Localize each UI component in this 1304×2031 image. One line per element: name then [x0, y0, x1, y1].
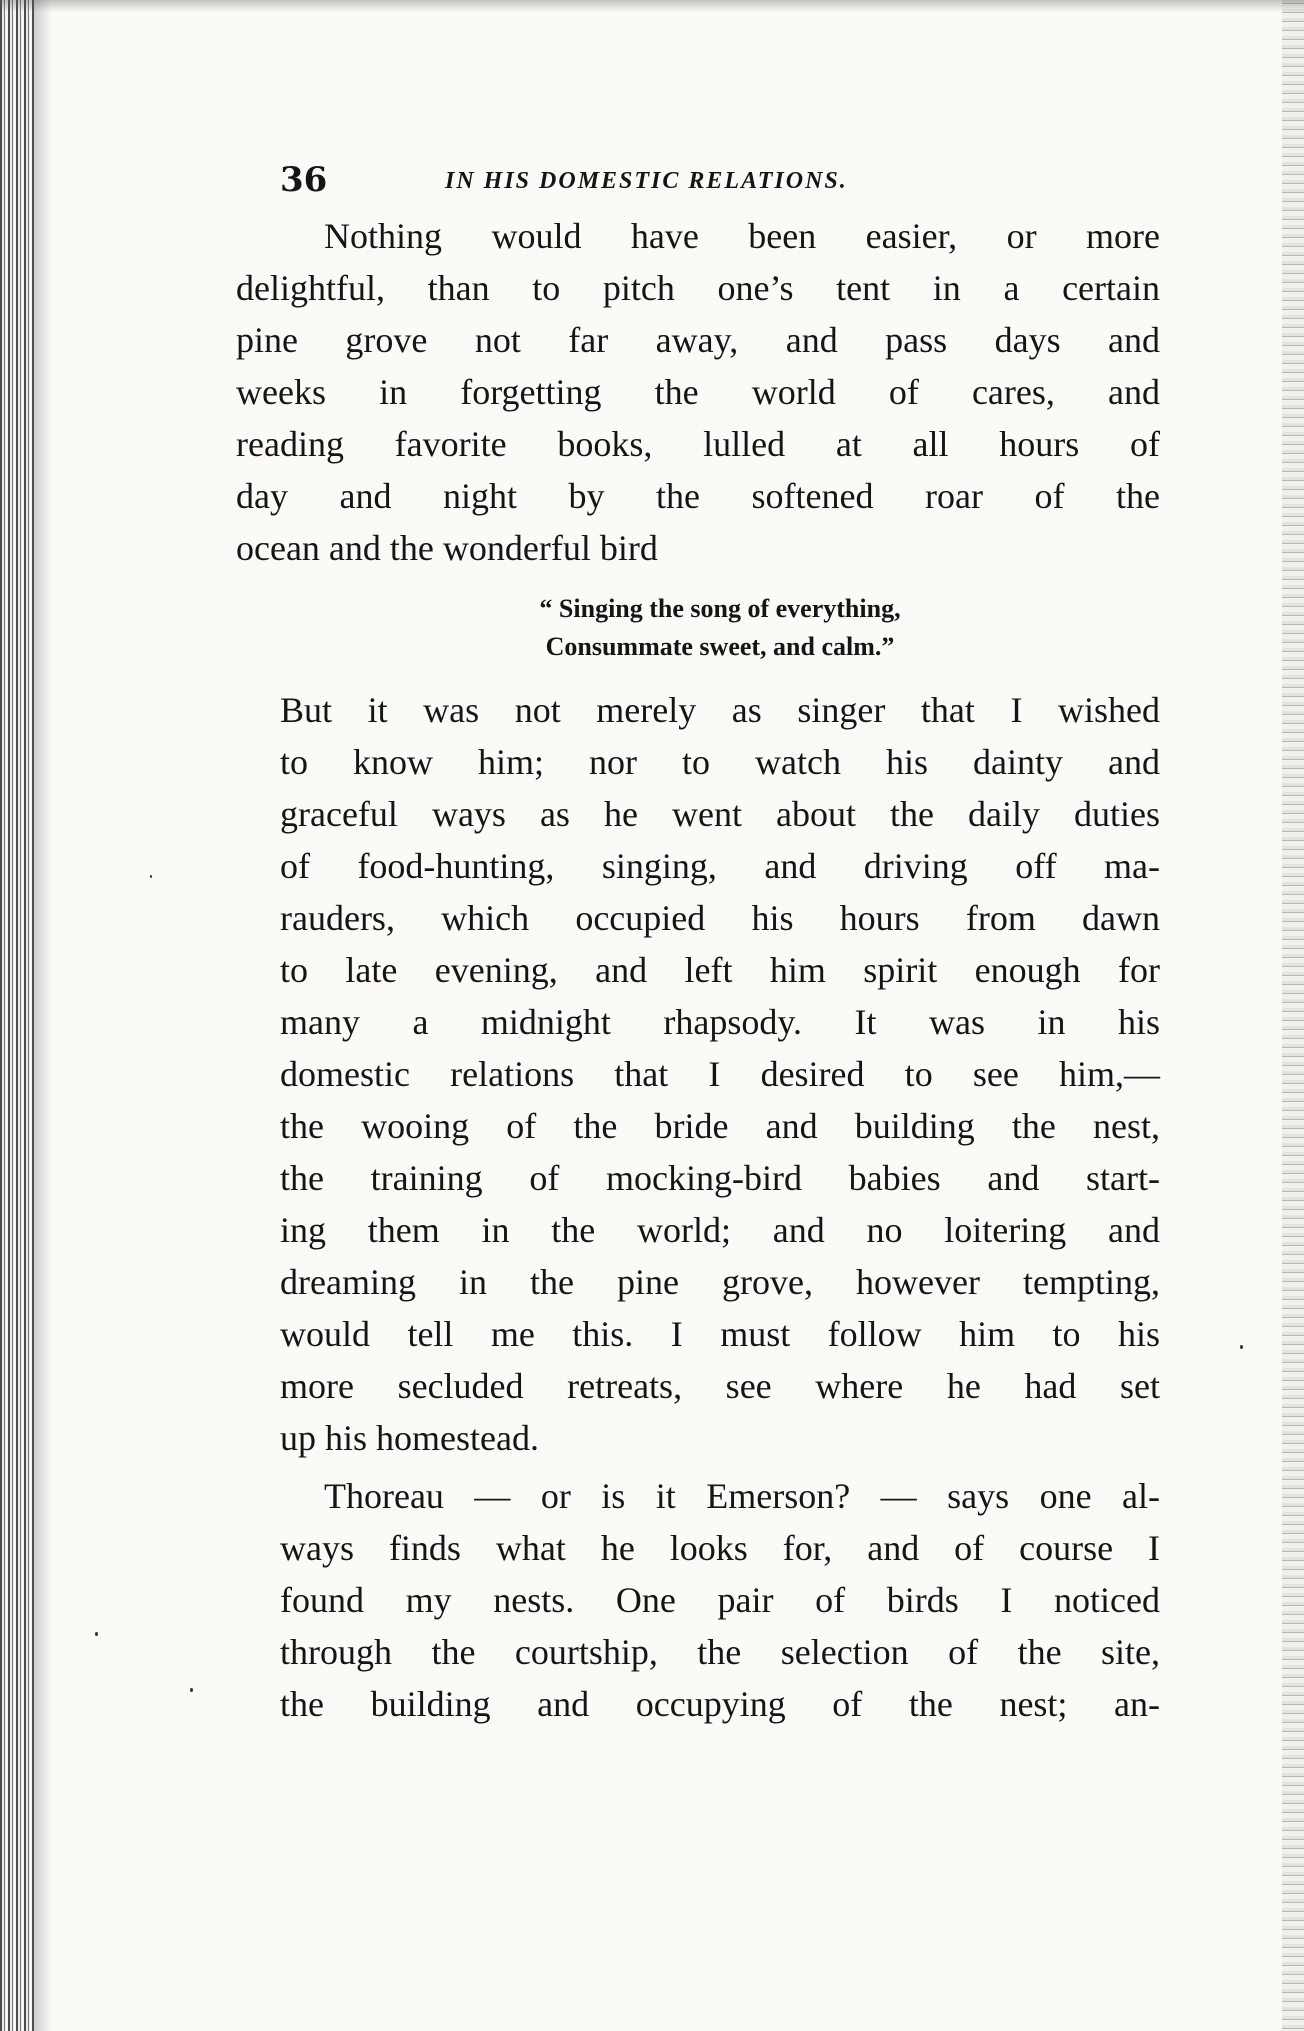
text-line: domestic relations that I desired to see him,— [280, 1054, 1160, 1094]
text-line: many a midnight rhapsody. It was in his [280, 1002, 1160, 1042]
text-line: ways finds what he looks for, and of course I [280, 1528, 1160, 1568]
text-line: Nothing would have been easier, or more [324, 216, 1160, 256]
scan-right-edge [1282, 0, 1304, 2031]
text-line: reading favorite books, lulled at all hours of [236, 424, 1160, 464]
text-line: of food-hunting, singing, and driving off ma- [280, 846, 1160, 886]
scan-top-edge [0, 0, 1304, 12]
text-line: to late evening, and left him spirit enough for [280, 950, 1160, 990]
running-head [280, 160, 1160, 210]
text-line: the wooing of the bride and building the nest, [280, 1106, 1160, 1146]
text-line: would tell me this. I must follow him to his [280, 1314, 1160, 1354]
text-line: the training of mocking-bird babies and start- [280, 1158, 1160, 1198]
text-line: Thoreau — or is it Emerson? — says one al- [324, 1476, 1160, 1516]
running-title: IN HIS DOMESTIC RELATIONS. [445, 168, 848, 194]
text-line: through the courtship, the selection of the site, [280, 1632, 1160, 1672]
paragraph-2 [280, 684, 1160, 1464]
scan-speck [190, 1688, 193, 1692]
text-line: to know him; nor to watch his dainty and [280, 742, 1160, 782]
scan-shadow [34, 0, 52, 2031]
text-line: ocean and the wonderful bird [236, 528, 658, 568]
paragraph-1 [236, 210, 1160, 574]
text-line: pine grove not far away, and pass days and [236, 320, 1160, 360]
scan-speck [150, 875, 152, 878]
text-line: rauders, which occupied his hours from dawn [280, 898, 1160, 938]
book-page [236, 160, 1160, 1730]
text-line: ing them in the world; and no loitering and [280, 1210, 1160, 1250]
quote-line: “ Singing the song of everything, [539, 594, 901, 623]
text-line: found my nests. One pair of birds I noticed [280, 1580, 1160, 1620]
text-line: up his homestead. [280, 1418, 539, 1458]
verse-quote [280, 590, 1160, 666]
text-line: graceful ways as he went about the daily duties [280, 794, 1160, 834]
text-line: weeks in forgetting the world of cares, and [236, 372, 1160, 412]
text-line: the building and occupying of the nest; an- [280, 1684, 1160, 1724]
scan-binding-edge [0, 0, 34, 2031]
quote-line: Consummate sweet, and calm.” [545, 632, 895, 661]
paragraph-3 [280, 1470, 1160, 1730]
page-number: 36 [280, 160, 328, 200]
text-line: But it was not merely as singer that I wished [280, 690, 1160, 730]
text-line: more secluded retreats, see where he had set [280, 1366, 1160, 1406]
text-line: day and night by the softened roar of the [236, 476, 1160, 516]
text-line: delightful, than to pitch one’s tent in a certain [236, 268, 1160, 308]
scan-speck [95, 1632, 98, 1636]
text-line: dreaming in the pine grove, however tempting, [280, 1262, 1160, 1302]
scan-speck [1240, 1345, 1243, 1349]
